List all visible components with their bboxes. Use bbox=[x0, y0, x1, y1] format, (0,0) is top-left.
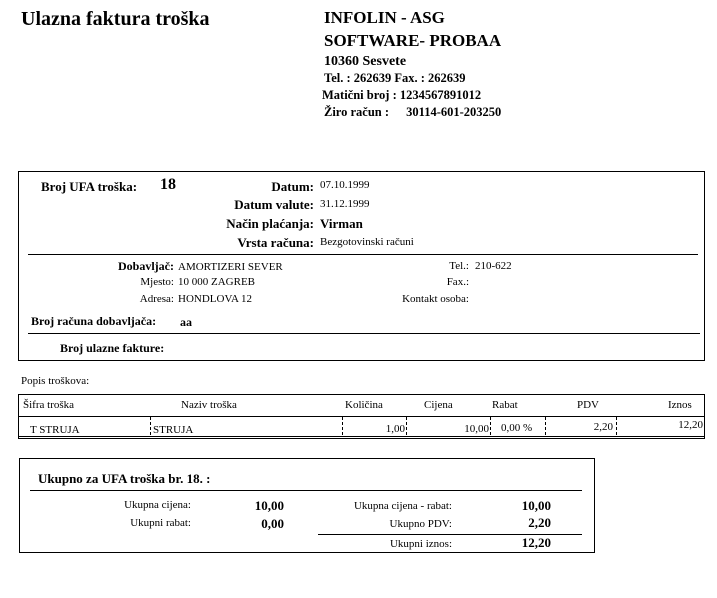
col-header-kolicina: Količina bbox=[345, 399, 383, 411]
supplier-tel-value: 210-622 bbox=[475, 260, 512, 272]
cell-sifra: T STRUJA bbox=[30, 424, 80, 436]
ukupno-pdv-label: Ukupno PDV: bbox=[389, 518, 452, 530]
supplier-invoice-no-label: Broj računa dobavljača: bbox=[31, 314, 157, 328]
column-separator bbox=[406, 417, 407, 435]
datum-value: 07.10.1999 bbox=[320, 179, 370, 191]
ukupna-cijena-label: Ukupna cijena: bbox=[124, 499, 191, 511]
company-registry: Matični broj : 1234567891012 bbox=[322, 88, 482, 102]
company-phone-fax: Tel. : 262639 Fax. : 262639 bbox=[324, 71, 466, 85]
supplier-address-value: HONDLOVA 12 bbox=[178, 293, 253, 305]
cell-cijena: 10,00 bbox=[464, 423, 489, 435]
vrsta-racuna-value: Bezgotovinski računi bbox=[320, 236, 414, 248]
col-header-pdv: PDV bbox=[577, 399, 600, 411]
nacin-placanja-label: Način plaćanja: bbox=[226, 216, 314, 231]
account-label: Žiro račun : bbox=[324, 105, 390, 119]
cell-kolicina: 1,00 bbox=[385, 423, 405, 435]
supplier-place-value: 10 000 ZAGREB bbox=[178, 276, 255, 288]
cell-rabat: 0,00 % bbox=[501, 422, 533, 434]
cell-pdv: 2,20 bbox=[593, 421, 613, 433]
ukupni-rabat-label: Ukupni rabat: bbox=[130, 517, 191, 529]
table-header-divider bbox=[18, 416, 705, 417]
company-account bbox=[324, 105, 501, 120]
ukupno-pdv-value: 2,20 bbox=[528, 515, 551, 530]
supplier-tel-label: Tel.: bbox=[449, 260, 469, 272]
ukupni-iznos-value: 12,20 bbox=[521, 535, 551, 550]
col-header-naziv: Naziv troška bbox=[181, 399, 237, 411]
ukupni-iznos-label: Ukupni iznos: bbox=[389, 538, 452, 550]
ufa-number-label: Broj UFA troška: bbox=[41, 179, 138, 194]
ukupna-cijena-value: 10,00 bbox=[254, 498, 284, 513]
supplier-fax-label: Fax.: bbox=[446, 276, 469, 288]
supplier-place-label: Mjesto: bbox=[140, 276, 174, 288]
column-separator bbox=[490, 417, 491, 435]
cijena-rabat-label: Ukupna cijena - rabat: bbox=[353, 500, 452, 512]
datum-valute-label: Datum valute: bbox=[234, 197, 314, 212]
cell-iznos: 12,20 bbox=[678, 419, 703, 431]
col-header-iznos: Iznos bbox=[668, 399, 692, 411]
col-header-sifra: Šifra troška bbox=[23, 399, 75, 411]
column-separator bbox=[616, 417, 617, 435]
document-title: Ulazna faktura troška bbox=[21, 8, 210, 30]
vrsta-racuna-label: Vrsta računa: bbox=[237, 235, 314, 250]
col-header-rabat: Rabat bbox=[492, 399, 518, 411]
company-name-line1: INFOLIN - ASG bbox=[324, 8, 445, 27]
supplier-invoice-no-value: aa bbox=[180, 315, 192, 329]
col-header-cijena: Cijena bbox=[424, 399, 453, 411]
supplier-contact-label: Kontakt osoba: bbox=[402, 293, 469, 305]
cell-naziv: STRUJA bbox=[153, 424, 194, 436]
ukupni-rabat-value: 0,00 bbox=[261, 516, 284, 531]
nacin-placanja-value: Virman bbox=[320, 216, 363, 231]
cost-list-label: Popis troškova: bbox=[21, 375, 90, 387]
column-separator bbox=[342, 417, 343, 435]
cijena-rabat-value: 10,00 bbox=[521, 498, 551, 513]
divider bbox=[28, 333, 700, 334]
table-row-divider bbox=[18, 436, 705, 437]
account-value: 30114-601-203250 bbox=[406, 105, 502, 119]
datum-label: Datum: bbox=[271, 179, 314, 194]
supplier-address-label: Adresa: bbox=[139, 293, 174, 305]
totals-heading: Ukupno za UFA troška br. 18. : bbox=[38, 471, 211, 486]
divider bbox=[28, 254, 698, 255]
company-city: 10360 Sesvete bbox=[324, 54, 407, 69]
supplier-name-value: AMORTIZERI SEVER bbox=[178, 261, 283, 273]
ufa-number-value: 18 bbox=[160, 176, 176, 193]
column-separator bbox=[545, 417, 546, 435]
supplier-name-label: Dobavljač: bbox=[118, 259, 174, 273]
datum-valute-value: 31.12.1999 bbox=[320, 198, 370, 210]
column-separator bbox=[150, 417, 151, 435]
totals-divider bbox=[30, 490, 582, 491]
incoming-invoice-no-label: Broj ulazne fakture: bbox=[60, 341, 165, 355]
company-name-line2: SOFTWARE- PROBAA bbox=[324, 31, 502, 50]
